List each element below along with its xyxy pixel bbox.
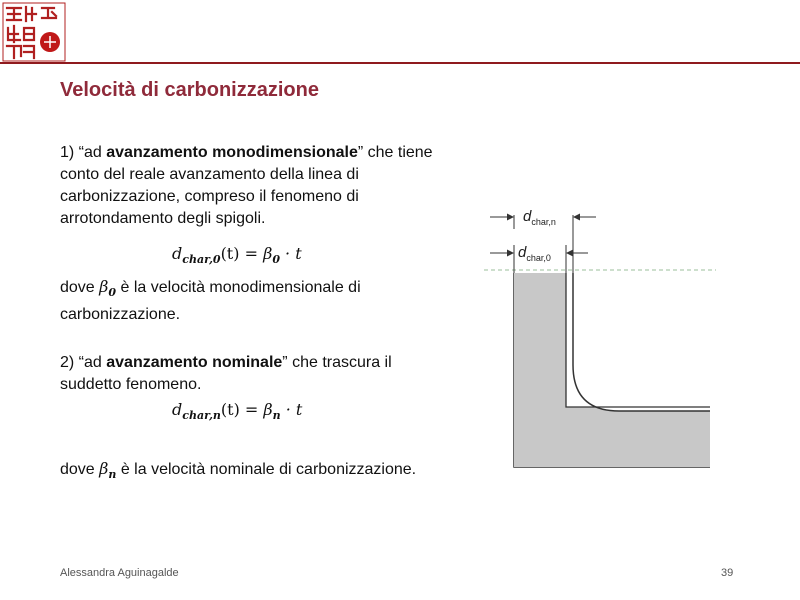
section-2-bold: avanzamento nominale [106, 354, 283, 371]
formula-1-d: d [172, 244, 183, 263]
formula-2-beta: β [263, 400, 273, 419]
section-1-rest: ” che tiene conto del reale avanzamento della linea di carbonizzazione, compreso il fenomeno di arrotondamento degli spigoli. [60, 144, 433, 227]
dim-n-label [523, 208, 556, 227]
desc-1-beta-sub: 0 [108, 286, 117, 300]
formula-1-arg: (t) = [220, 244, 264, 263]
desc-1-post: è la velocità monodimensionale di carbonizzazione. [60, 279, 361, 324]
formula-1-beta-sub: 0 [272, 253, 280, 267]
formula-2-arg: (t) = [220, 400, 264, 419]
page-number: 39 [721, 567, 734, 579]
section-1-prefix: 1) “ad [60, 144, 107, 161]
desc-1-beta-wrap [99, 277, 117, 300]
formula-1-tail: · t [279, 244, 302, 263]
dim-0-label-sub: char,0 [526, 253, 551, 263]
section-1-bold: avanzamento monodimensionale [106, 144, 358, 161]
residual-section [573, 273, 710, 411]
desc-1-pre: dove [60, 279, 100, 296]
footer-author: Alessandra Aguinagalde [60, 567, 179, 579]
section-2-text [60, 352, 450, 396]
dim-n-arrowhead-left [507, 214, 514, 221]
formula-1-beta: β [263, 244, 273, 263]
desc-2-pre: dove [60, 461, 100, 478]
formula-2-sub: char,n [182, 409, 221, 423]
desc-2-beta-wrap [99, 459, 117, 482]
formula-2-d: d [172, 400, 183, 419]
dim-n-arrowhead-right [573, 214, 580, 221]
dim-n-label-main: d [523, 208, 532, 225]
seal-logo [2, 2, 66, 62]
slide-title: Velocità di carbonizzazione [60, 79, 319, 101]
dim-0-label [518, 244, 551, 263]
formula-1-sub: char,0 [182, 253, 221, 267]
desc-2-post: è la velocità nominale di carbonizzazione. [116, 461, 417, 478]
desc-1-beta: β [99, 277, 109, 296]
section-2-rest: ” che trascura il suddetto fenomeno. [60, 354, 392, 393]
header-rule [0, 62, 800, 64]
description-2 [60, 458, 450, 486]
desc-2-beta-sub: n [108, 468, 117, 482]
section-2-prefix: 2) “ad [60, 354, 107, 371]
charring-corner-diagram [478, 195, 738, 485]
dim-0-arrowhead-left [507, 250, 514, 257]
dim-0-arrowhead-right [566, 250, 573, 257]
dim-n-label-sub: char,n [531, 217, 556, 227]
dim-0-label-main: d [518, 244, 527, 261]
desc-2-beta: β [99, 459, 109, 478]
formula-2-tail: · t [280, 400, 303, 419]
section-1-text [60, 142, 450, 230]
formula-2-beta-sub: n [272, 409, 281, 423]
formula-char-n [172, 400, 302, 422]
formula-char-0 [172, 244, 302, 266]
description-1 [60, 276, 450, 326]
